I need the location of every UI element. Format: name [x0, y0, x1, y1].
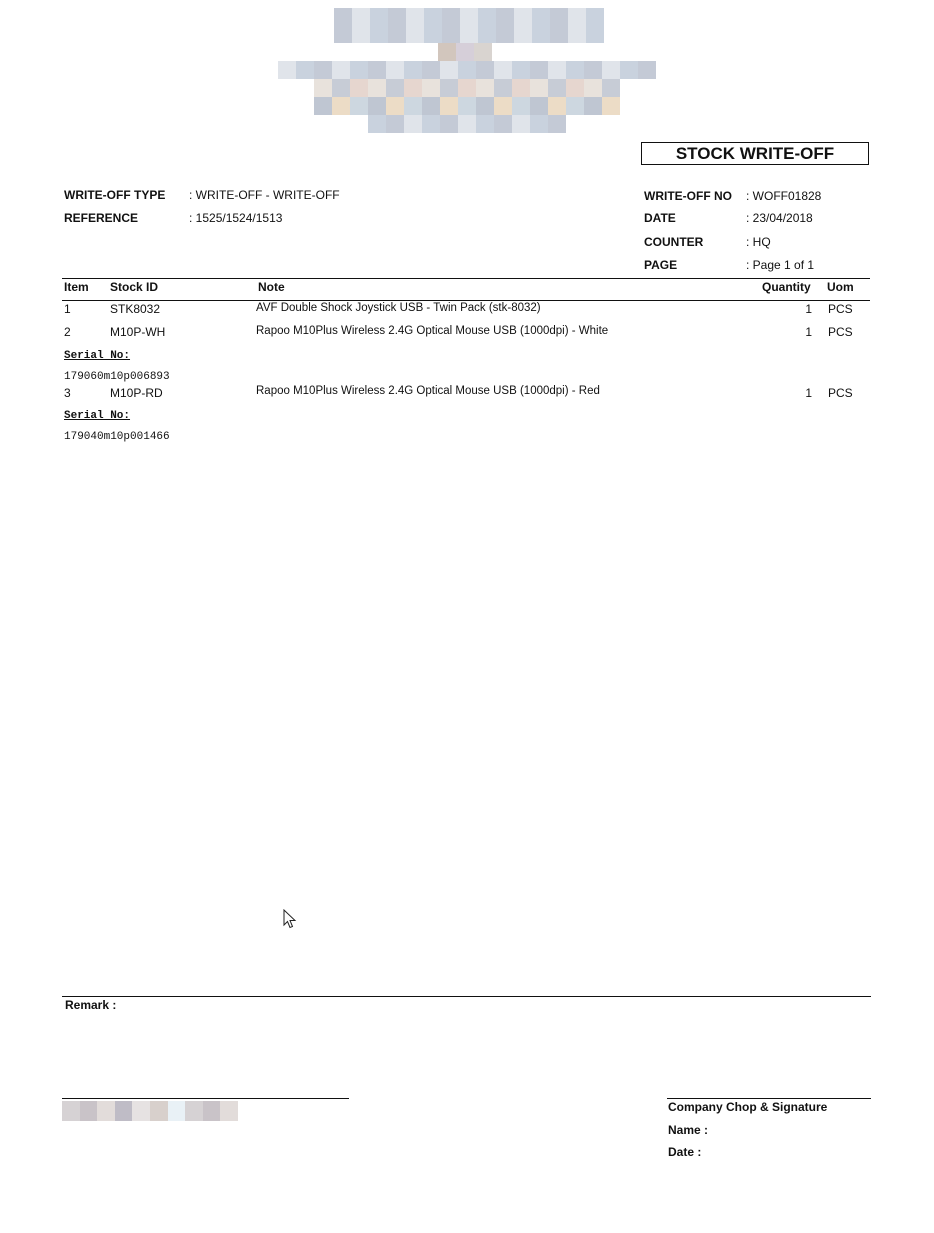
logo-mosaic-tile	[440, 97, 458, 115]
row1-note: AVF Double Shock Joystick USB - Twin Pack (stk-8032)	[256, 302, 541, 314]
logo-mosaic-tile	[548, 61, 566, 79]
logo-mosaic-tile	[620, 61, 638, 79]
footer-text-blurred	[62, 1101, 240, 1121]
logo-mosaic-tile	[494, 79, 512, 97]
logo-mosaic-tile	[406, 25, 424, 43]
logo-mosaic-tile	[334, 25, 352, 43]
reference-value: : 1525/1524/1513	[189, 211, 283, 225]
logo-mosaic-tile	[404, 79, 422, 97]
logo-mosaic-tile	[314, 79, 332, 97]
logo-mosaic-tile	[352, 8, 370, 26]
logo-mosaic-tile	[278, 61, 296, 79]
footer-mosaic-tile	[220, 1101, 238, 1121]
logo-mosaic-tile	[494, 61, 512, 79]
logo-mosaic-tile	[368, 97, 386, 115]
logo-mosaic-tile	[532, 25, 550, 43]
logo-mosaic-tile	[458, 61, 476, 79]
logo-mosaic-tile	[568, 25, 586, 43]
logo-mosaic-tile	[478, 8, 496, 26]
document-title: STOCK WRITE-OFF	[641, 142, 869, 165]
row2-note: Rapoo M10Plus Wireless 2.4G Optical Mouse USB (1000dpi) - White	[256, 325, 609, 337]
logo-mosaic-tile	[442, 8, 460, 26]
logo-mosaic-tile	[368, 79, 386, 97]
logo-mosaic-tile	[458, 115, 476, 133]
logo-mosaic-tile	[314, 97, 332, 115]
logo-mosaic-tile	[458, 79, 476, 97]
logo-mosaic-tile	[494, 97, 512, 115]
company-logo-blurred	[278, 8, 644, 140]
row1-uom: PCS	[828, 302, 853, 316]
signature-rule	[667, 1098, 871, 1099]
name-label: Name :	[668, 1123, 709, 1137]
logo-mosaic-tile	[530, 97, 548, 115]
logo-mosaic-tile	[512, 61, 530, 79]
row3-stock-id: M10P-RD	[110, 386, 163, 400]
logo-mosaic-tile	[386, 79, 404, 97]
logo-mosaic-tile	[368, 115, 386, 133]
logo-mosaic-tile	[388, 25, 406, 43]
logo-mosaic-tile	[456, 43, 474, 61]
footer-mosaic-tile	[80, 1101, 98, 1121]
date-footer-label: Date :	[668, 1145, 702, 1159]
logo-mosaic-tile	[422, 115, 440, 133]
logo-mosaic-tile	[532, 8, 550, 26]
logo-mosaic-tile	[460, 8, 478, 26]
logo-mosaic-tile	[424, 8, 442, 26]
row2-uom: PCS	[828, 325, 853, 339]
write-off-no-value: : WOFF01828	[746, 189, 822, 203]
logo-mosaic-tile	[476, 115, 494, 133]
logo-mosaic-tile	[638, 61, 656, 79]
logo-mosaic-tile	[548, 79, 566, 97]
footer-mosaic-tile	[115, 1101, 133, 1121]
row2-stock-id: M10P-WH	[110, 325, 166, 339]
row3-serial-number: 179040m10p001466	[64, 431, 170, 443]
col-header-stock-id: Stock ID	[110, 280, 159, 294]
logo-mosaic-tile	[548, 97, 566, 115]
table-top-rule	[62, 278, 870, 279]
row2-serial-number: 179060m10p006893	[64, 371, 170, 383]
footer-mosaic-tile	[185, 1101, 203, 1121]
page-label: PAGE	[644, 258, 678, 272]
logo-mosaic-tile	[514, 8, 532, 26]
row3-quantity: 1	[805, 386, 812, 400]
logo-mosaic-tile	[460, 25, 478, 43]
logo-mosaic-tile	[566, 97, 584, 115]
footer-left-rule	[62, 1098, 349, 1099]
logo-mosaic-tile	[476, 79, 494, 97]
row3-serial-label: Serial No:	[64, 410, 131, 422]
logo-mosaic-tile	[422, 61, 440, 79]
logo-mosaic-tile	[512, 115, 530, 133]
col-header-uom: Uom	[827, 280, 854, 294]
row2-quantity: 1	[805, 325, 812, 339]
logo-mosaic-tile	[566, 61, 584, 79]
logo-mosaic-tile	[296, 61, 314, 79]
logo-mosaic-tile	[404, 97, 422, 115]
footer-mosaic-tile	[132, 1101, 150, 1121]
logo-mosaic-tile	[404, 115, 422, 133]
footer-mosaic-tile	[203, 1101, 221, 1121]
logo-mosaic-tile	[530, 61, 548, 79]
logo-mosaic-tile	[476, 97, 494, 115]
logo-mosaic-tile	[584, 79, 602, 97]
remark-label: Remark :	[65, 998, 117, 1012]
logo-mosaic-tile	[584, 61, 602, 79]
footer-mosaic-tile	[62, 1101, 80, 1121]
logo-mosaic-tile	[440, 79, 458, 97]
logo-mosaic-tile	[422, 79, 440, 97]
logo-mosaic-tile	[602, 61, 620, 79]
write-off-type-value: : WRITE-OFF - WRITE-OFF	[189, 188, 340, 202]
logo-mosaic-tile	[584, 97, 602, 115]
logo-mosaic-tile	[404, 61, 422, 79]
write-off-type-label: WRITE-OFF TYPE	[64, 188, 166, 202]
logo-mosaic-tile	[334, 8, 352, 26]
logo-mosaic-tile	[586, 8, 604, 26]
company-chop-signature-label: Company Chop & Signature	[668, 1100, 828, 1114]
row1-quantity: 1	[805, 302, 812, 316]
logo-mosaic-tile	[368, 61, 386, 79]
row3-note: Rapoo M10Plus Wireless 2.4G Optical Mouse USB (1000dpi) - Red	[256, 385, 600, 397]
counter-value: : HQ	[746, 235, 771, 249]
logo-mosaic-tile	[438, 43, 456, 61]
logo-mosaic-tile	[530, 79, 548, 97]
logo-mosaic-tile	[476, 61, 494, 79]
write-off-no-label: WRITE-OFF NO	[644, 189, 732, 203]
logo-mosaic-tile	[332, 79, 350, 97]
footer-mosaic-tile	[97, 1101, 115, 1121]
col-header-quantity: Quantity	[762, 280, 811, 294]
logo-mosaic-tile	[512, 97, 530, 115]
logo-mosaic-tile	[514, 25, 532, 43]
logo-mosaic-tile	[352, 25, 370, 43]
logo-mosaic-tile	[386, 61, 404, 79]
logo-mosaic-tile	[440, 61, 458, 79]
logo-mosaic-tile	[440, 115, 458, 133]
logo-mosaic-tile	[548, 115, 566, 133]
logo-mosaic-tile	[458, 97, 476, 115]
logo-mosaic-tile	[370, 25, 388, 43]
logo-mosaic-tile	[442, 25, 460, 43]
logo-mosaic-tile	[406, 8, 424, 26]
mouse-pointer-icon	[283, 909, 297, 932]
logo-mosaic-tile	[512, 79, 530, 97]
logo-mosaic-tile	[388, 8, 406, 26]
logo-mosaic-tile	[314, 61, 332, 79]
logo-mosaic-tile	[602, 79, 620, 97]
logo-mosaic-tile	[350, 79, 368, 97]
logo-mosaic-tile	[386, 97, 404, 115]
logo-mosaic-tile	[550, 8, 568, 26]
logo-mosaic-tile	[424, 25, 442, 43]
logo-mosaic-tile	[350, 61, 368, 79]
date-label: DATE	[644, 211, 676, 225]
row2-item: 2	[64, 325, 71, 339]
logo-mosaic-tile	[386, 115, 404, 133]
page-value: : Page 1 of 1	[746, 258, 815, 272]
logo-mosaic-tile	[566, 79, 584, 97]
footer-mosaic-tile	[150, 1101, 168, 1121]
logo-mosaic-tile	[496, 25, 514, 43]
logo-mosaic-tile	[586, 25, 604, 43]
logo-mosaic-tile	[496, 8, 514, 26]
logo-mosaic-tile	[530, 115, 548, 133]
logo-mosaic-tile	[332, 61, 350, 79]
row1-stock-id: STK8032	[110, 302, 161, 316]
table-header-rule	[62, 300, 870, 301]
logo-mosaic-tile	[474, 43, 492, 61]
row3-item: 3	[64, 386, 71, 400]
date-value: : 23/04/2018	[746, 211, 813, 225]
footer-mosaic-tile	[168, 1101, 186, 1121]
logo-mosaic-tile	[478, 25, 496, 43]
logo-mosaic-tile	[350, 97, 368, 115]
logo-mosaic-tile	[494, 115, 512, 133]
row1-item: 1	[64, 302, 71, 316]
remark-rule	[62, 996, 871, 997]
counter-label: COUNTER	[644, 235, 704, 249]
col-header-item: Item	[64, 280, 89, 294]
row3-uom: PCS	[828, 386, 853, 400]
logo-mosaic-tile	[370, 8, 388, 26]
logo-mosaic-tile	[568, 8, 586, 26]
row2-serial-label: Serial No:	[64, 350, 131, 362]
logo-mosaic-tile	[422, 97, 440, 115]
logo-mosaic-tile	[602, 97, 620, 115]
reference-label: REFERENCE	[64, 211, 139, 225]
logo-mosaic-tile	[332, 97, 350, 115]
col-header-note: Note	[258, 280, 285, 294]
logo-mosaic-tile	[550, 25, 568, 43]
